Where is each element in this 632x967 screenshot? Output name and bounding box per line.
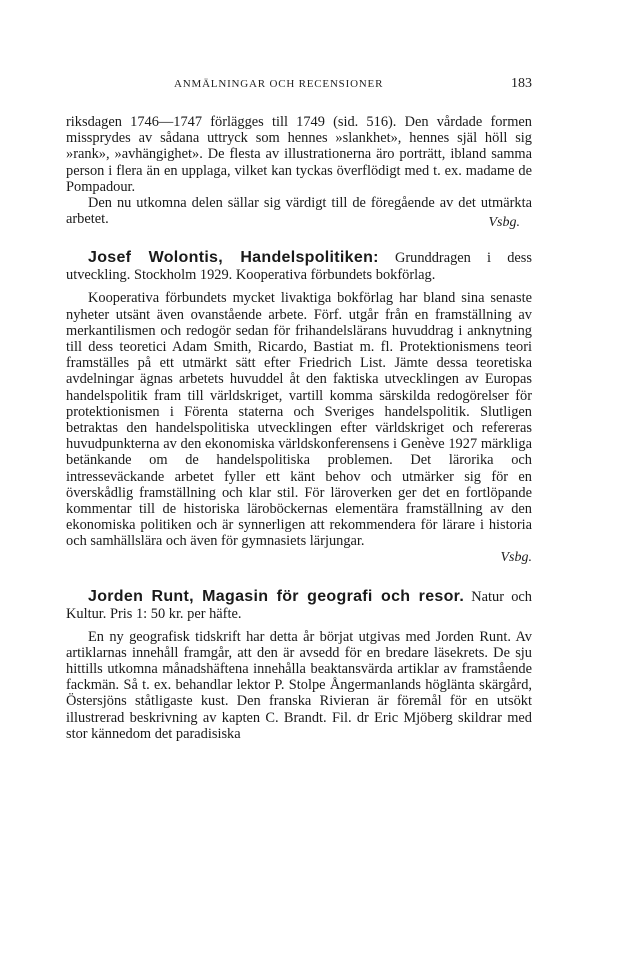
page-number: 183: [511, 76, 532, 91]
review-wolontis: [66, 249, 532, 565]
review-wolontis-title: Josef Wolontis, Handelspolitiken:: [88, 249, 379, 267]
review-wolontis-subtitle: Grunddragen i dess utveckling. Stockholm 1929. Kooperativa förbundets bokförlag.: [66, 250, 532, 284]
review-jorden-runt-heading: [66, 588, 532, 623]
running-head: ANMÄLNINGAR OCH RECENSIONER: [174, 78, 384, 90]
previous-review-paragraph-2: [66, 195, 532, 231]
previous-review-paragraph-1: riksdagen 1746—1747 förlägges till 1749 (sid. 516). Den vårdade formen missprydes av sådana uttryck som hennes »slankhet», hennes själ höll sig »rank», »avhängighet». De flesta av illustrationerna äro porträtt, ibland samma person i flera än en upplaga, vilket kan tyckas överflödigt med t. ex. madame de Pompadour.: [66, 114, 532, 195]
review-wolontis-body: Kooperativa förbundets mycket livaktiga bokförlag har bland sina senaste nyheter utsänt även ovanstående arbete. Förf. utgår från en framställning av merkantilismen och redogör sedan för frihandelslärans huvuddrag i anknytning till dess teoretici Adam Smith, Ricardo, Bastiat m. fl. Protektionismens teori framställes på ett utmärkt sätt efter Friedrich List. Jämte dessa teoretiska avdelningar ägnas arbetets huvuddel åt den faktiska utvecklingen av Europas handelspolitik fram till världskriget, vartill komma särskilda redogörelser för protektionismen i Förenta staterna och Sveriges handelspolitik. Slutligen betraktas den handelspolitiska utvecklingen efter världskriget och refereras huvudpunkterna av den ekonomiska världskonferensens i Genève 1927 märkliga betänkande om de handelspolitiska problemen. Det lärorika och intresseväckande arbetet fyller ett känt behov och utmärker sig för en överskådlig framställning och klar stil. För läroverken ger det en fortlöpande kommentar till de historiska läroböckernas elementära framställning av den ekonomiska politiken och är synnerligen att rekommendera för lärare i historia och samhällslära och även för gymnasiets lärjungar.: [66, 290, 532, 550]
previous-review-continuation: [66, 114, 532, 231]
review-jorden-runt-subtitle: Natur och Kultur. Pris 1: 50 kr. per häfte.: [66, 588, 532, 622]
page-header: [66, 76, 532, 94]
previous-review-signature: Vsbg.: [488, 215, 520, 231]
review-wolontis-heading: [66, 249, 532, 284]
previous-review-paragraph-2-text: Den nu utkomna delen sällar sig värdigt till de föregående av det utmärkta arbetet.: [66, 195, 532, 228]
review-jorden-runt-body: En ny geografisk tidskrift har detta år börjat utgivas med Jorden Runt. Av artiklarnas innehåll framgår, att den är avsedd för en bredare läsekrets. De sju hittills utkomna månadshäftena innehålla beaktansvärda artiklar av framstående fackmän. Så t. ex. behandlar lektor P. Stolpe Ångermanlands höglänta skärgård, Östersjöns ståtligaste kust. Den franska Rivieran är föremål för en utsökt illustrerad beskrivning av kapten C. Brandt. Fil. dr Eric Mjöberg skildrar med stor kännedom det paradisiska: [66, 628, 532, 742]
document-page: [66, 76, 532, 742]
review-jorden-runt-title: Jorden Runt, Magasin för geografi och resor.: [88, 587, 465, 605]
review-wolontis-signature: Vsbg.: [500, 549, 532, 565]
review-jorden-runt: [66, 588, 532, 742]
